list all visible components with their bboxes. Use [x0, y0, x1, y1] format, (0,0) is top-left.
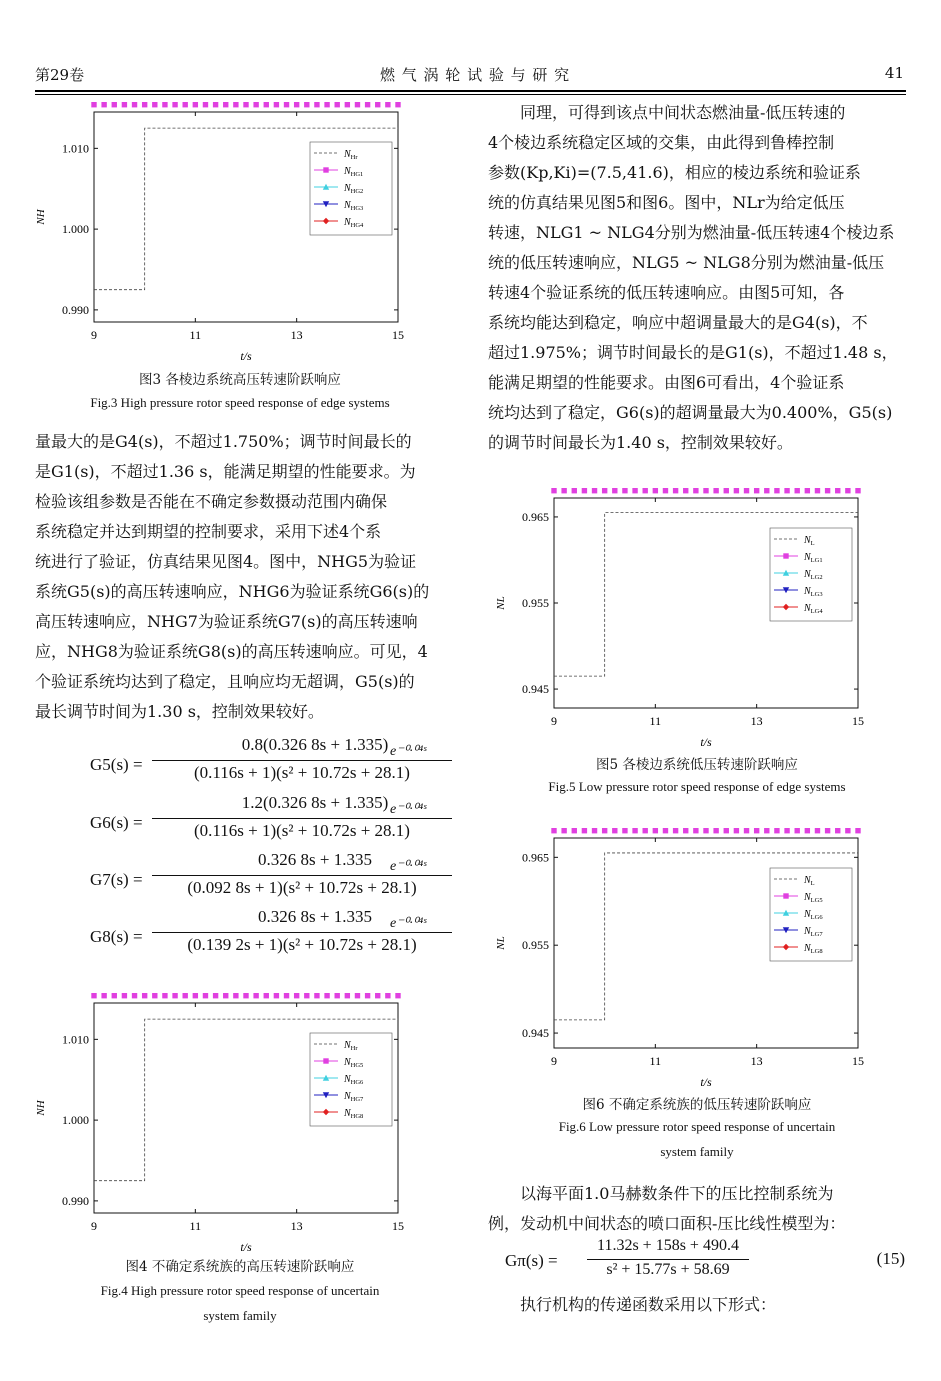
data-point — [284, 993, 289, 998]
figure-3-caption-en: Fig.3 High pressure rotor speed response of edge systems — [90, 395, 390, 410]
left-line-8: 应，NHG8为验证系统G8(s)的高压转速响应。可见，4 — [35, 642, 428, 661]
legend-label: $N_{HG4}$ — [344, 217, 364, 229]
data-point — [784, 828, 789, 833]
equation-g8-delay: e⁻⁰·⁰⁴ˢ — [390, 916, 427, 931]
right-line-9: 超过1.975%；调节时间最长的是G1(s)，不超过1.48 s， — [488, 343, 898, 362]
legend-label: $N_L$ — [804, 535, 815, 547]
data-point — [774, 488, 779, 493]
equation-g5-denominator: (0.116s + 1)(s² + 10.72s + 28.1) — [194, 763, 410, 782]
data-point — [365, 993, 370, 998]
data-point — [152, 993, 157, 998]
data-point — [193, 102, 198, 107]
data-point — [673, 488, 678, 493]
data-point — [233, 102, 238, 107]
data-point — [602, 488, 607, 493]
data-point — [264, 102, 269, 107]
right-line-4: 统的仿真结果见图5和图6。图中，NLr为给定低压 — [488, 193, 845, 212]
x-axis-label: t/s — [240, 1240, 252, 1251]
fraction-bar — [152, 932, 452, 933]
data-point — [183, 102, 188, 107]
right-line-1: 同理，可得到该点中间状态燃油量-低压转速的 — [520, 103, 846, 122]
data-point — [795, 488, 800, 493]
equation-g6-lhs: G6(s) = — [90, 813, 143, 832]
figure-4-chart — [30, 993, 420, 1251]
data-point — [355, 102, 360, 107]
data-point — [233, 993, 238, 998]
left-line-6: 系统G5(s)的高压转速响应，NHG6为验证系统G6(s)的 — [35, 582, 430, 601]
legend-label: $N_{HG2}$ — [344, 183, 364, 195]
data-point — [744, 828, 749, 833]
equation-g5-delay: e⁻⁰·⁰⁴ˢ — [390, 744, 427, 759]
y-tick-label: 0.955 — [522, 938, 549, 953]
equation-g8-numerator: 0.326 8s + 1.335 — [258, 907, 372, 926]
legend-label: $N_L$ — [804, 875, 815, 887]
equation-g7-numerator: 0.326 8s + 1.335 — [258, 850, 372, 869]
left-line-1: 量最大的是G4(s)，不超过1.750%；调节时间最长的 — [35, 432, 412, 451]
data-point — [395, 102, 400, 107]
y-axis-label: NL — [495, 936, 507, 950]
legend-marker — [783, 553, 788, 558]
right-last-line: 执行机构的传递函数采用以下形式： — [520, 1295, 777, 1314]
data-point — [602, 828, 607, 833]
data-point — [162, 102, 167, 107]
data-point — [324, 102, 329, 107]
data-point — [142, 102, 147, 107]
left-line-10: 最长调节时间为1.30 s，控制效果较好。 — [35, 702, 324, 721]
data-point — [582, 828, 587, 833]
legend-label: $N_{LG1}$ — [804, 552, 823, 564]
data-point — [582, 488, 587, 493]
data-point — [632, 488, 637, 493]
data-point — [112, 993, 117, 998]
y-tick-label: 1.000 — [62, 1113, 89, 1128]
header-volume: 第29卷 — [35, 66, 85, 84]
data-point — [132, 993, 137, 998]
y-axis-label: NH — [35, 1100, 47, 1116]
x-tick-label: 15 — [392, 328, 404, 342]
data-point — [304, 993, 309, 998]
legend-label: $N_{LG6}$ — [804, 909, 823, 921]
data-point — [643, 828, 648, 833]
y-axis-label: NH — [35, 209, 47, 225]
data-point — [592, 488, 597, 493]
header-journal-title: 燃 气 涡 轮 试 验 与 研 究 — [380, 66, 571, 84]
legend-label: $N_{HG7}$ — [344, 1091, 364, 1103]
x-axis-label: t/s — [240, 349, 252, 360]
y-tick-label: 1.000 — [62, 222, 89, 237]
data-point — [335, 993, 340, 998]
data-point — [653, 828, 658, 833]
data-point — [825, 488, 830, 493]
data-point — [112, 102, 117, 107]
right-line-11: 统均达到了稳定，G6(s)的超调量最大为0.400%，G5(s) — [488, 403, 893, 422]
x-tick-label: 11 — [649, 1054, 662, 1068]
x-tick-label: 13 — [750, 714, 763, 728]
left-line-5: 统进行了验证，仿真结果见图4。图中，NHG5为验证 — [35, 552, 417, 571]
data-point — [592, 828, 597, 833]
data-point — [132, 102, 137, 107]
legend-label: $N_{HG3}$ — [344, 200, 364, 212]
legend-label: $N_{LG5}$ — [804, 892, 823, 904]
data-point — [551, 828, 556, 833]
right-line-8: 系统均能达到稳定，响应中超调量最大的是G4(s)，不 — [488, 313, 868, 332]
data-point — [375, 993, 380, 998]
data-point — [673, 828, 678, 833]
y-tick-label: 1.010 — [62, 141, 89, 156]
y-tick-label: 0.965 — [522, 509, 549, 524]
data-point — [835, 828, 840, 833]
x-axis-label: t/s — [700, 1075, 712, 1086]
data-point — [253, 993, 258, 998]
data-point — [663, 488, 668, 493]
data-point — [152, 102, 157, 107]
data-point — [612, 828, 617, 833]
figure-6-chart — [490, 828, 880, 1086]
data-point — [183, 993, 188, 998]
data-point — [213, 102, 218, 107]
x-tick-label: 15 — [852, 714, 864, 728]
data-point — [653, 488, 658, 493]
data-point — [395, 993, 400, 998]
data-point — [172, 102, 177, 107]
data-point — [703, 488, 708, 493]
left-line-3: 检验该组参数是否能在不确定参数摄动范围内确保 — [35, 492, 388, 511]
legend-label: $N_{LG8}$ — [804, 943, 823, 955]
data-point — [754, 828, 759, 833]
data-point — [764, 488, 769, 493]
legend-label: $N_{HG8}$ — [344, 1108, 364, 1120]
right-column-text-bottom — [488, 1179, 906, 1239]
data-point — [243, 993, 248, 998]
data-point — [385, 993, 390, 998]
data-point — [764, 828, 769, 833]
data-point — [142, 993, 147, 998]
figure-5-chart — [490, 488, 880, 746]
figure-4-caption-en-line2: system family — [203, 1308, 277, 1323]
data-point — [693, 488, 698, 493]
series-NLG5 — [551, 828, 860, 833]
data-point — [193, 993, 198, 998]
left-line-4: 系统稳定并达到期望的控制要求，采用下述4个系 — [35, 522, 382, 541]
x-tick-label: 11 — [189, 328, 202, 342]
equation-g6-delay: e⁻⁰·⁰⁴ˢ — [390, 802, 427, 817]
data-point — [284, 102, 289, 107]
data-point — [335, 102, 340, 107]
data-point — [815, 488, 820, 493]
equation-g5-lhs: G5(s) = — [90, 755, 143, 774]
data-point — [122, 102, 127, 107]
data-point — [203, 993, 208, 998]
data-point — [683, 488, 688, 493]
data-point — [744, 488, 749, 493]
figure-3-chart — [30, 102, 420, 360]
left-line-7: 高压转速响应，NHG7为验证系统G7(s)的高压转速响 — [35, 612, 418, 631]
data-point — [294, 993, 299, 998]
data-point — [314, 993, 319, 998]
data-point — [355, 993, 360, 998]
right-line-2: 4个棱边系统稳定区域的交集，由此得到鲁棒控制 — [488, 133, 835, 152]
data-point — [314, 102, 319, 107]
left-column-text — [35, 427, 453, 727]
data-point — [304, 102, 309, 107]
data-point — [774, 828, 779, 833]
data-point — [805, 828, 810, 833]
legend-label: $N_{LG4}$ — [804, 603, 823, 615]
equation-g7-denominator: (0.092 8s + 1)(s² + 10.72s + 28.1) — [187, 878, 417, 897]
figure-5-caption-cn: 图5 各棱边系统低压转速阶跃响应 — [596, 757, 798, 773]
equation-g8-lhs: G8(s) = — [90, 927, 143, 946]
equation-g6-denominator: (0.116s + 1)(s² + 10.72s + 28.1) — [194, 821, 410, 840]
data-point — [243, 102, 248, 107]
legend-marker — [323, 1058, 328, 1063]
right-line-12: 的调节时间最长为1.40 s，控制效果较好。 — [488, 433, 793, 452]
x-tick-label: 15 — [392, 1219, 404, 1233]
y-tick-label: 0.955 — [522, 596, 549, 610]
data-point — [855, 828, 860, 833]
data-point — [294, 102, 299, 107]
x-tick-label: 11 — [649, 714, 662, 728]
data-point — [162, 993, 167, 998]
data-point — [784, 488, 789, 493]
series-NLG1 — [551, 488, 860, 493]
equation-g8-denominator: (0.139 2s + 1)(s² + 10.72s + 28.1) — [187, 935, 417, 954]
legend-label: $N_{LG7}$ — [804, 926, 823, 938]
data-point — [172, 993, 177, 998]
data-point — [223, 993, 228, 998]
data-point — [345, 993, 350, 998]
data-point — [91, 993, 96, 998]
data-point — [663, 828, 668, 833]
equation-15 — [505, 1237, 905, 1285]
data-point — [724, 828, 729, 833]
x-tick-label: 9 — [551, 714, 557, 728]
data-point — [683, 828, 688, 833]
fraction-bar — [152, 875, 452, 876]
figure-4-caption-cn: 图4 不确定系统族的高压转速阶跃响应 — [125, 1259, 355, 1275]
x-tick-label: 13 — [290, 328, 303, 342]
figure-4-caption-en-line1: Fig.4 High pressure rotor speed response of uncertain — [100, 1283, 380, 1298]
data-point — [253, 102, 258, 107]
data-point — [561, 488, 566, 493]
x-tick-label: 11 — [189, 1219, 202, 1233]
equation-15-numerator: 11.32s + 158s + 490.4 — [597, 1237, 739, 1254]
right-line-3: 参数(Kp,Ki)=(7.5,41.6)，相应的棱边系统和验证系 — [488, 163, 861, 182]
x-tick-label: 9 — [551, 1054, 557, 1068]
data-point — [835, 488, 840, 493]
data-point — [622, 488, 627, 493]
right-line-5: 转速，NLG1 ~ NLG4分别为燃油量-低压转速4个棱边系 — [488, 223, 895, 242]
y-tick-label: 1.010 — [62, 1032, 89, 1047]
data-point — [122, 993, 127, 998]
legend-label: $N_{LG2}$ — [804, 569, 823, 581]
fraction-bar — [587, 1259, 749, 1260]
right-line-6: 统的低压转速响应，NLG5 ~ NLG8分别为燃油量-低压 — [488, 253, 885, 272]
equation-block — [90, 735, 450, 975]
data-point — [703, 828, 708, 833]
legend-label: $N_{HG5}$ — [344, 1057, 364, 1069]
data-point — [101, 993, 106, 998]
data-point — [561, 828, 566, 833]
series-NHG5 — [91, 993, 400, 998]
equation-15-number: (15) — [876, 1249, 905, 1268]
data-point — [643, 488, 648, 493]
right-line-10: 能满足期望的性能要求。由图6可看出，4个验证系 — [488, 373, 845, 392]
data-point — [805, 488, 810, 493]
legend-label: $N_{Hr}$ — [344, 149, 358, 161]
left-line-2: 是G1(s)，不超过1.36 s，能满足期望的性能要求。为 — [35, 462, 416, 481]
data-point — [845, 488, 850, 493]
legend-label: $N_{Hr}$ — [344, 1040, 358, 1052]
x-tick-label: 9 — [91, 328, 97, 342]
data-point — [622, 828, 627, 833]
data-point — [845, 828, 850, 833]
header-rule — [35, 90, 906, 92]
right-bottom-line-1: 以海平面1.0马赫数条件下的压比控制系统为 — [520, 1184, 834, 1203]
equation-g7-lhs: G7(s) = — [90, 870, 143, 889]
data-point — [572, 488, 577, 493]
series-NHG1 — [91, 102, 400, 107]
data-point — [213, 993, 218, 998]
right-bottom-line-2: 例，发动机中间状态的喷口面积-压比线性模型为： — [488, 1214, 846, 1233]
x-tick-label: 13 — [290, 1219, 303, 1233]
data-point — [223, 102, 228, 107]
data-point — [264, 993, 269, 998]
data-point — [551, 488, 556, 493]
y-axis-label: NL — [495, 596, 507, 610]
data-point — [724, 488, 729, 493]
x-tick-label: 9 — [91, 1219, 97, 1233]
equation-15-lhs: Gπ(s) = — [505, 1251, 558, 1270]
data-point — [345, 102, 350, 107]
data-point — [713, 828, 718, 833]
data-point — [274, 102, 279, 107]
data-point — [632, 828, 637, 833]
data-point — [734, 828, 739, 833]
data-point — [612, 488, 617, 493]
data-point — [101, 102, 106, 107]
data-point — [203, 102, 208, 107]
data-point — [385, 102, 390, 107]
equation-g7-delay: e⁻⁰·⁰⁴ˢ — [390, 859, 427, 874]
fraction-bar — [152, 760, 452, 761]
data-point — [815, 828, 820, 833]
legend-label: $N_{HG1}$ — [344, 166, 364, 178]
legend-label: $N_{LG3}$ — [804, 586, 823, 598]
header-page-number: 41 — [884, 64, 904, 82]
y-tick-label: 0.965 — [522, 850, 549, 865]
data-point — [693, 828, 698, 833]
legend-marker — [323, 167, 328, 172]
data-point — [91, 102, 96, 107]
data-point — [754, 488, 759, 493]
data-point — [713, 488, 718, 493]
equation-g6-numerator: 1.2(0.326 8s + 1.335) — [241, 793, 389, 812]
figure-6-caption-cn: 图6 不确定系统族的低压转速阶跃响应 — [582, 1097, 812, 1113]
y-tick-label: 0.945 — [522, 1026, 549, 1041]
data-point — [572, 828, 577, 833]
data-point — [734, 488, 739, 493]
equation-g5-numerator: 0.8(0.326 8s + 1.335) — [241, 735, 389, 754]
legend-marker — [783, 893, 788, 898]
x-axis-label: t/s — [700, 735, 712, 746]
equation-15-denominator: s² + 15.77s + 58.69 — [606, 1261, 730, 1278]
data-point — [274, 993, 279, 998]
data-point — [365, 102, 370, 107]
right-line-7: 转速4个验证系统的低压转速响应。由图5可知，各 — [488, 283, 845, 302]
x-tick-label: 15 — [852, 1054, 864, 1068]
figure-3-caption-cn: 图3 各棱边系统高压转速阶跃响应 — [139, 372, 341, 388]
x-tick-label: 13 — [750, 1054, 763, 1068]
fraction-bar — [152, 818, 452, 819]
y-tick-label: 0.990 — [62, 302, 89, 317]
data-point — [795, 828, 800, 833]
figure-5-caption-en: Fig.5 Low pressure rotor speed response of edge systems — [548, 779, 846, 794]
figure-6-caption-en-line2: system family — [660, 1144, 734, 1159]
header-rule-thin — [35, 94, 906, 95]
data-point — [825, 828, 830, 833]
left-line-9: 个验证系统均达到了稳定，且响应均无超调，G5(s)的 — [35, 672, 415, 691]
y-tick-label: 0.990 — [62, 1193, 89, 1208]
figure-6-caption-en-line1: Fig.6 Low pressure rotor speed response of uncertain — [558, 1119, 836, 1134]
legend-label: $N_{HG6}$ — [344, 1074, 364, 1086]
data-point — [375, 102, 380, 107]
y-tick-label: 0.945 — [522, 682, 549, 697]
data-point — [855, 488, 860, 493]
right-column-text-top — [488, 98, 906, 458]
data-point — [324, 993, 329, 998]
